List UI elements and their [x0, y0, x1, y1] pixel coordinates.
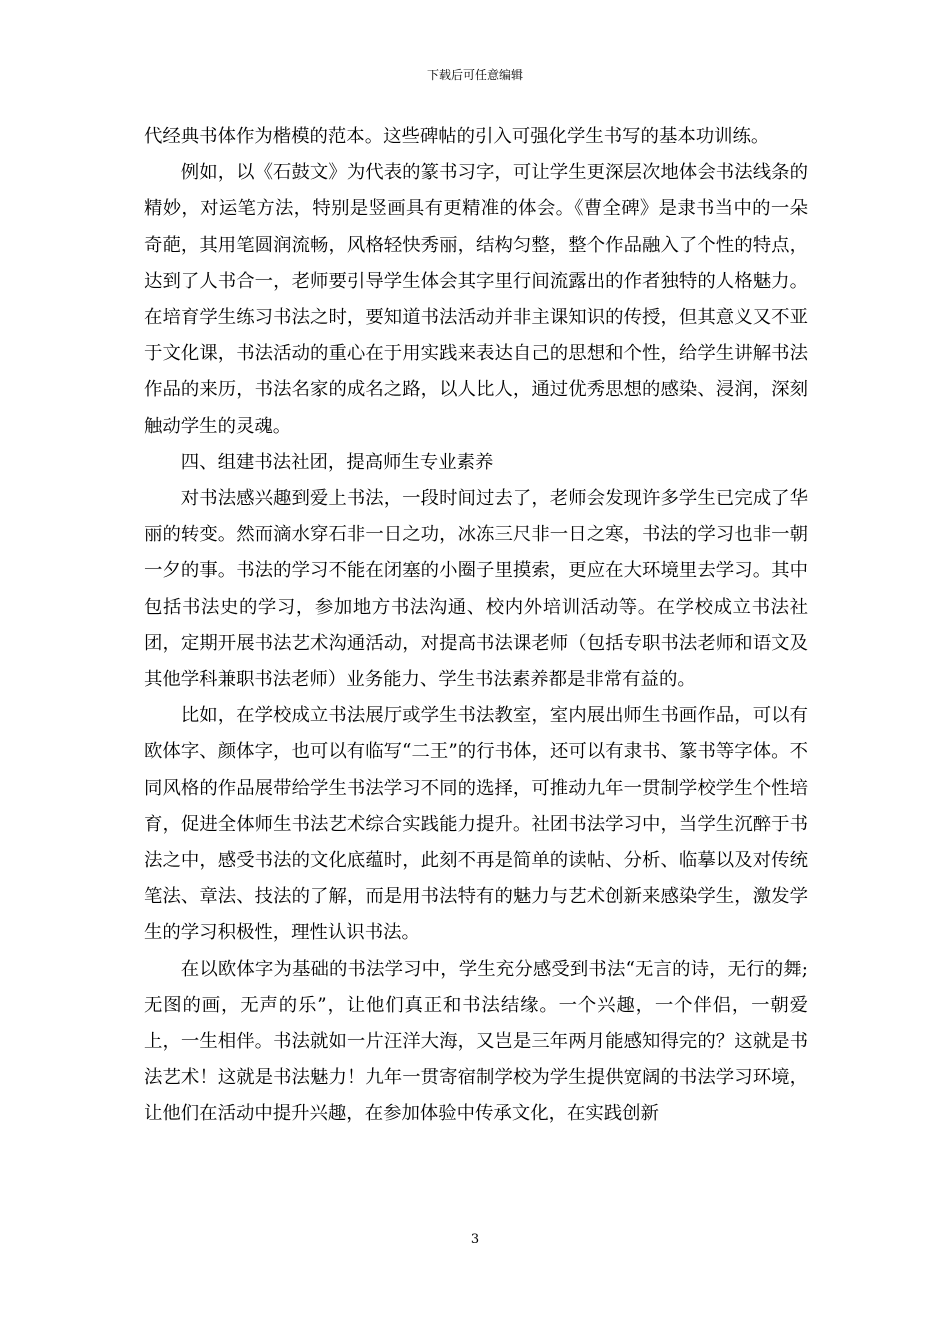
paragraph: 比如，在学校成立书法展厅或学生书法教室，室内展出师生书画作品，可以有欧体字、颜体字，也可以有临写“二王”的行书体，还可以有隶书、篆书等字体。不同风格的作品展带给学生书法学习不同的选择，可推动九年一贯制学校学生个性培育，促进全体师生书法艺术综合实践能力提升。社团书法学习中，当学生沉醉于书法之中，感受书法的文化底蕴时，此刻不再是简单的读帖、分析、临摹以及对传统笔法、章法、技法的了解，而是用书法特有的魅力与艺术创新来感染学生，激发学生的学习积极性，理性认识书法。: [144, 705, 808, 944]
paragraph: 对书法感兴趣到爱上书法，一段时间过去了，老师会发现许多学生已完成了华丽的转变。然而滴水穿石非一日之功，冰冻三尺非一日之寒，书法的学习也非一朝一夕的事。书法的学习不能在闭塞的小圈子里摸索，更应在大环境里去学习。其中包括书法史的学习，参加地方书法沟通、校内外培训活动等。在学校成立书法社团，定期开展书法艺术沟通活动，对提高书法课老师（包括专职书法老师和语文及其他学科兼职书法老师）业务能力、学生书法素养都是非常有益的。: [144, 488, 808, 691]
paragraph-continuation: 代经典书体作为楷模的范本。这些碑帖的引入可强化学生书写的基本功训练。: [144, 126, 770, 147]
page-number: 3: [470, 1232, 480, 1247]
paragraph: 例如，以《石鼓文》为代表的篆书习字，可让学生更深层次地体会书法线条的精妙，对运笔方法，特别是竖画具有更精准的体会。《曹全碑》是隶书当中的一朵奇葩，其用笔圆润流畅，风格轻快秀丽，结构匀整，整个作品融入了个性的特点，达到了人书合一，老师要引导学生体会其字里行间流露出的作者独特的人格魅力。在培育学生练习书法之时，要知道书法活动并非主课知识的传授，但其意义又不亚于文化课，书法活动的重心在于用实践来表达自己的思想和个性，给学生讲解书法作品的来历，书法名家的成名之路，以人比人，通过优秀思想的感染、浸润，深刻触动学生的灵魂。: [144, 162, 808, 437]
document-body: [144, 119, 808, 1133]
paragraph: 在以欧体字为基础的书法学习中，学生充分感受到书法“无言的诗，无行的舞;无图的画，无声的乐”，让他们真正和书法结缘。一个兴趣，一个伴侣，一朝爱上，一生相伴。书法就如一片汪洋大海，又岂是三年两月能感知得完的？这就是书法艺术！这就是书法魅力！九年一贯寄宿制学校为学生提供宽阔的书法学习环境，让他们在活动中提升兴趣，在参加体验中传承文化，在实践创新: [144, 958, 808, 1125]
section-heading: 四、组建书法社团，提高师生专业素养: [180, 451, 494, 473]
page-header: 下载后可任意编辑: [426, 68, 523, 82]
